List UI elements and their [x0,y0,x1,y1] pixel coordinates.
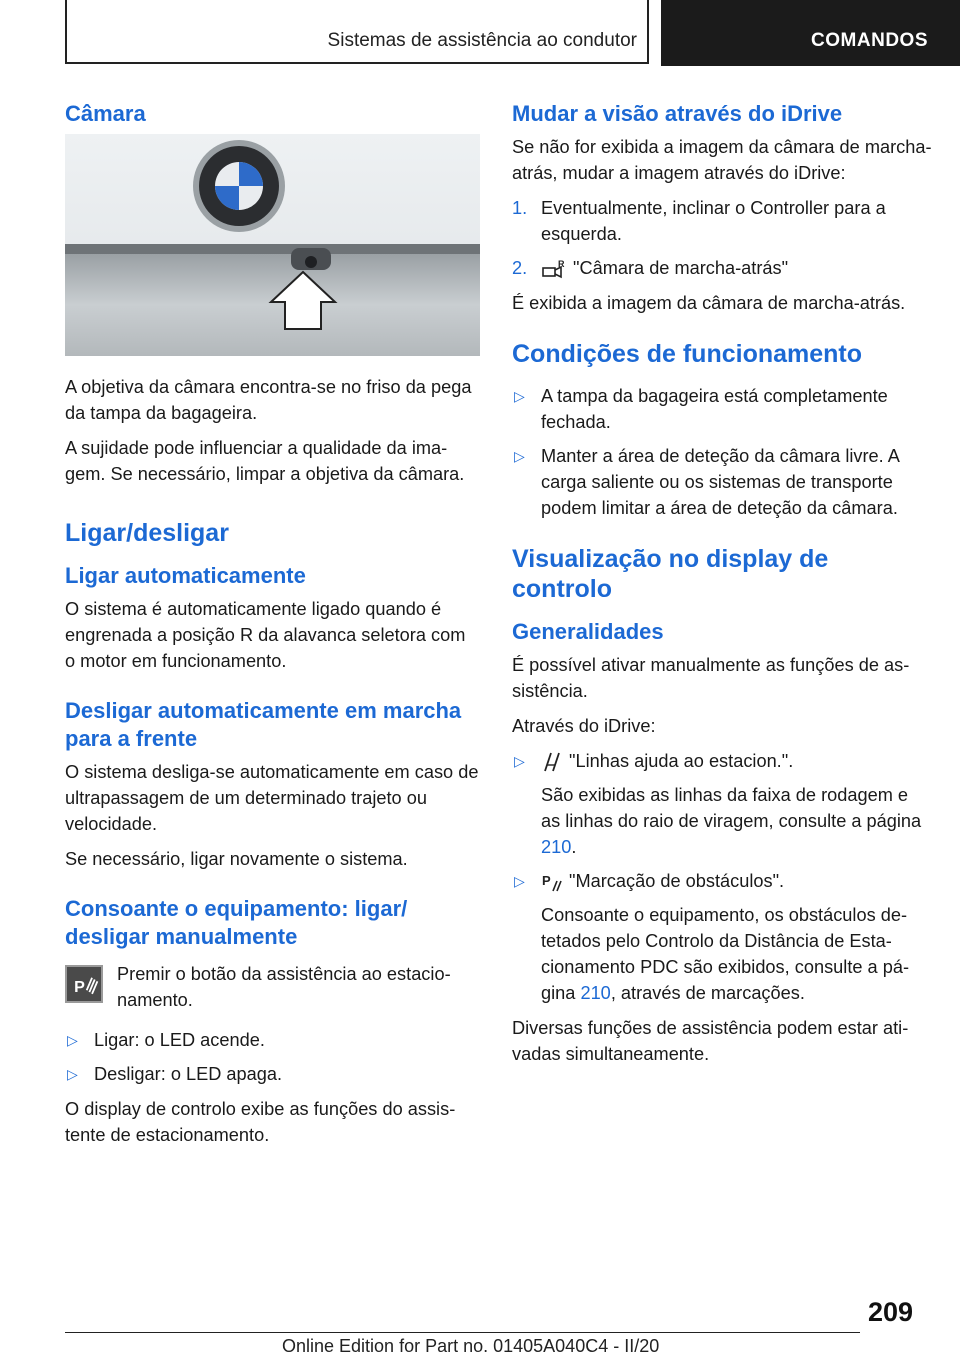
obstacle-marking-icon [541,871,563,893]
bullet-icon: ▷ [514,873,525,889]
footer-edition: Online Edition for Part no. 01405A040C4 - II/20 [282,1336,660,1356]
bullet-icon: ▷ [514,388,525,404]
rear-camera-icon [541,259,567,279]
conditions-list [512,383,932,521]
bullet-icon: ▷ [514,753,525,769]
conditions-heading: Condições de funcionamento [512,340,863,368]
display-heading: Visualização no display de controlo [512,545,829,603]
list-item: ▷ Manter a área de deteção da câmara livre. A carga saliente ou os sistemas de transporte podem limitar a área de deteção da câmara. [512,443,932,521]
list-item: ▷ P "Marcação de obstáculos". Consoante o equipamento, os obstáculos detetados pelo Controlo da Distância de Estacionamento PDC são exibidos, consulte a página 210, através de marcações. [512,868,932,1006]
general-paragraph-2: Através do iDrive: [512,716,656,736]
auto-on-paragraph: O sistema é automaticamente ligado quando é engrenada a posição R da alavanca seletora com o motor em funcionamento. [65,599,466,671]
page-link[interactable]: 210 [580,983,611,1003]
chapter-tab: COMANDOS [661,0,960,66]
idrive-steps [512,195,932,281]
idrive-heading: Mudar a visão através do iDrive [512,101,843,126]
general-heading: Generalidades [512,619,664,644]
manual-button-text: Premir o botão da assistência ao estacionamento. [117,964,451,1010]
auto-on-heading: Ligar automaticamente [65,563,306,588]
parking-lines-description: São exibidas as linhas da faixa de rodagem e as linhas do raio de viragem, consulte a página 210. [541,785,922,857]
general-paragraph-3: Diversas funções de assistência podem estar ativadas simultaneamente. [512,1018,909,1064]
idrive-paragraph: Se não for exibida a imagem da câmara de marcha-atrás, mudar a imagem através do iDrive: [512,137,932,183]
camera-photo [65,134,480,356]
svg-text:P: P [542,873,551,889]
park-assist-button-row [65,961,480,1013]
park-assist-button-icon [65,965,103,1003]
footer-divider [65,1332,860,1333]
svg-text:P: P [74,978,85,997]
auto-off-heading: Desligar automaticamente em marcha para a frente [65,698,462,751]
list-item: ▷ A tampa da bagageira está completamente fechada. [512,383,932,435]
bullet-icon: ▷ [67,1066,78,1082]
list-item: ▷ "Linhas ajuda ao estacion.". São exibidas as linhas da faixa de rodagem e as linhas do raio de viragem, consulte a página 210. [512,748,932,860]
onoff-heading: Ligar/desligar [65,519,229,547]
idrive-result: É exibida a imagem da câmara de marcha-atrás. [512,293,906,313]
auto-off-paragraph-2: Se necessário, ligar novamente o sistema. [65,849,408,869]
page-link[interactable]: 210 [541,837,572,857]
step-item: 2. R "Câmara de marcha-atrás" [512,258,789,278]
auto-off-paragraph-1: O sistema desliga-se automaticamente em caso de ultrapassagem de um determinado trajeto ou velocidade. [65,762,479,834]
camera-paragraph-1: A objetiva da câmara encontra-se no friso da pega da tampa da bagageira. [65,377,472,423]
general-list [512,748,932,1006]
obstacle-description: Consoante o equipamento, os obstáculos detetados pelo Controlo da Distância de Estacionamento PDC são exibidos, consulte a página 210, através de marcações. [541,905,910,1003]
section-title: Sistemas de assistência ao condutor [327,30,637,51]
manual-paragraph: O display de controlo exibe as funções do assistente de estacionamento. [65,1099,456,1145]
left-column [65,100,480,1157]
list-item: ▷ Ligar: o LED acende. [65,1027,480,1053]
camera-paragraph-2: A sujidade pode influenciar a qualidade da imagem. Se necessário, limpar a objetiva da câmara. [65,438,465,484]
bullet-icon: ▷ [67,1032,78,1048]
parking-lines-icon [541,751,563,773]
general-paragraph-1: É possível ativar manualmente as funções de assistência. [512,655,910,701]
camera-heading: Câmara [65,101,146,126]
page-number: 209 [868,1297,914,1327]
manual-list [65,1027,480,1087]
svg-text:R: R [558,259,565,270]
manual-heading: Consoante o equipamento: ligar/ desligar manualmente [65,896,408,949]
step-item: 1. Eventualmente, inclinar o Controller para a esquerda. [512,198,886,244]
bullet-icon: ▷ [514,448,525,464]
right-column [512,100,932,1076]
list-item: ▷ Desligar: o LED apaga. [65,1061,480,1087]
